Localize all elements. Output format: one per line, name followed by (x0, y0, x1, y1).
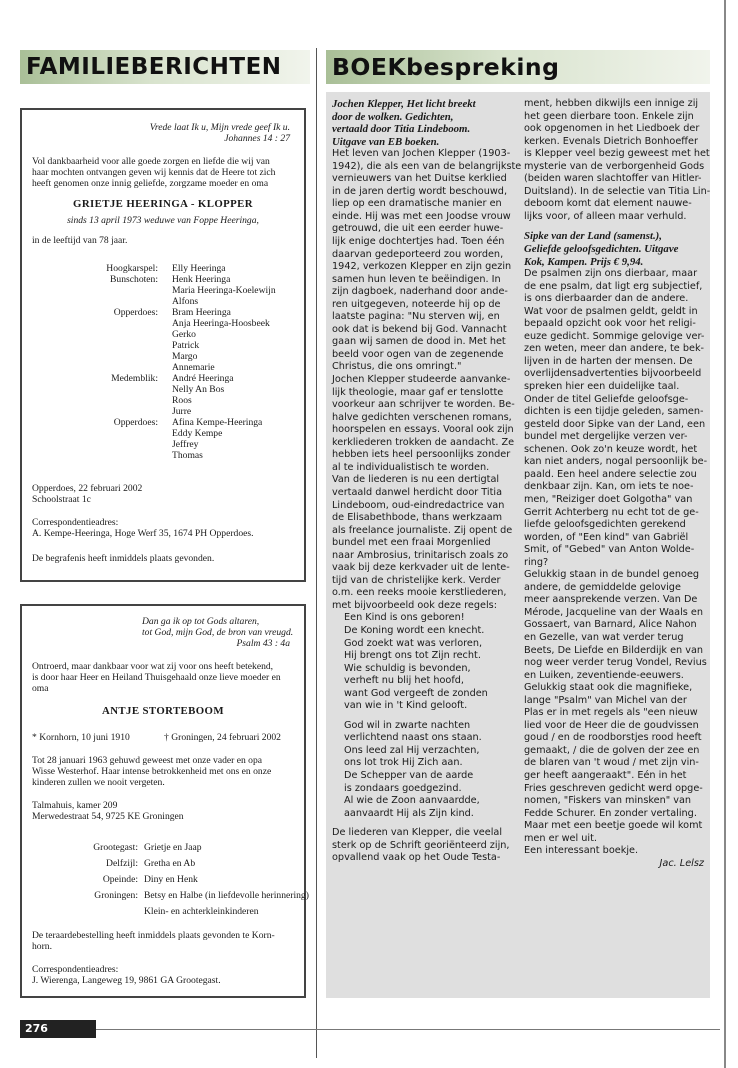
family-name: Diny en Henk (144, 874, 198, 885)
paragraph-gap (524, 223, 704, 230)
review-text-line: voorkeur aan schrijver te worden. Be- (332, 399, 515, 411)
family-place: Grootegast: (93, 842, 138, 853)
review-signature: Jac. Lelsz (659, 857, 704, 869)
family-name: Annemarie (172, 362, 215, 373)
section-title-right: BOEKbespreking (332, 53, 560, 81)
review-text-line: tijd van de christelijke kerk. Verder (332, 574, 501, 586)
intro-line: Vol dankbaarheid voor alle goede zorgen en liefde die wij van (32, 156, 270, 167)
date-place: Opperdoes, 22 februari 2002 (32, 483, 143, 494)
intro-line: Ontroerd, maar dankbaar voor wat zij voor ons heeft betekend, (32, 661, 274, 672)
family-name: Bram Heeringa (172, 307, 231, 318)
review-text-line: Een interessant boekje. (524, 845, 639, 857)
review-heading-line: Kok, Kampen. Prijs € 9,94. (524, 255, 644, 268)
review-text-line: ook dat is bekend bij God. Vannacht (332, 323, 507, 335)
correspondence-label: Correspondentieadres: (32, 517, 119, 528)
family-place: Opperdoes: (113, 307, 158, 318)
verse-line: Vrede laat Ik u, Mijn vrede geef Ik u. (149, 122, 290, 133)
review-text-line: 1942), die als een van de belangrijkste (332, 160, 522, 172)
correspondence-address: A. Kempe-Heeringa, Hoge Werf 35, 1674 PH Opperdoes. (32, 528, 254, 539)
poem-line: Hij brengt ons tot Zijn recht. (344, 650, 481, 662)
review-text-line: paald. Een heel andere selectie zou (524, 468, 697, 480)
paragraph-gap (332, 713, 522, 720)
review-column-1 (332, 98, 522, 865)
footer-rule (20, 1029, 720, 1030)
poem-line: van wie in 't Kind gelooft. (344, 700, 468, 712)
family-name: Patrick (172, 340, 200, 351)
review-text-line: lijven in de harten der mensen. De (524, 355, 693, 367)
paragraph-gap (332, 820, 522, 827)
birth-line: * Kornhorn, 10 juni 1910 (32, 732, 130, 743)
intro-line: heeft genomen onze innig geliefde, zorgzame moeder en oma (32, 178, 269, 189)
family-name: Anja Heeringa-Hoosbeek (172, 318, 270, 329)
poem-line: Ons leed zal Hij verzachten, (344, 744, 480, 756)
review-text-line: Jochen Klepper studeerde aanvanke- (332, 374, 511, 386)
family-name: Alfons (172, 296, 199, 307)
review-text-line: ment, hebben dikwijls een innige zij (524, 98, 699, 109)
review-text-line: bundel met een fraai Morgenlied (332, 537, 491, 549)
review-text-line: ger heeft aangeraakt". Eén in het (524, 769, 687, 781)
review-text-line: worden, of "Een kind" van Gabriël (524, 531, 689, 543)
review-text-line: 1942, verkozen Klepper en zijn gezin (332, 261, 512, 273)
review-text-line: het geen dierbare toon. Enkele zijn (524, 110, 694, 122)
deceased-name: ANTJE STORTEBOOM (102, 705, 224, 717)
review-text-line: zijn dagboek, naderhand door ande- (332, 286, 508, 298)
review-text-line: Wat voor de psalmen geldt, geldt in (524, 305, 698, 317)
review-text-line: getrouwd, die uit een eerder huwe- (332, 223, 504, 235)
family-place: Opperdoes: (113, 417, 158, 428)
review-text-line: bepaald opzicht ook voor het religi- (524, 318, 696, 330)
review-text-line: (beiden waren slachtoffer van Hitler- (524, 173, 702, 185)
review-text-line: lijk enige dochtertjes had. Toen één (332, 236, 505, 248)
review-text-line: Beets, De Liefde en Bilderdijk en van (524, 644, 704, 656)
review-text-line: denkbaar zijn. Kan, om iets te noe- (524, 481, 694, 493)
age-line: in de leeftijd van 78 jaar. (32, 235, 128, 246)
review-text-line: deboom komt dat element nauwe- (524, 198, 692, 210)
column-divider (316, 48, 317, 1058)
review-text-line: gemaakt, / die de golven der zee en (524, 744, 700, 756)
review-heading-line: vertaald door Titia Lindeboom. (332, 123, 471, 136)
poem-line: is zondaars goedgezind. (344, 782, 462, 794)
family-name: Margo (172, 351, 198, 362)
deceased-name: GRIETJE HEERINGA - KLOPPER (73, 198, 253, 210)
review-text-line: Fries geschreven gedicht werd opge- (524, 782, 703, 794)
review-text-line: en Gezelle, van wat verder terug (524, 631, 684, 643)
address-line: Merwedestraat 54, 9725 KE Groningen (32, 811, 184, 822)
poem-line: aanvaardt Hij als Zijn kind. (344, 807, 474, 819)
page-number: 276 (20, 1020, 96, 1038)
family-place: Hoogkarspel: (106, 263, 158, 274)
intro-line: haar mochten ontvangen geven wij kennis dat de Heere tot zich (32, 167, 276, 178)
review-text-line: lied voor de Heer die de goudvissen (524, 719, 699, 731)
review-text-line: Gelukkig staan in de bundel genoeg (524, 569, 700, 581)
review-text-line: liefde geloofsgedichten gerekend (524, 519, 686, 531)
review-text-line: Duitsland). In de selectie van Titia Lin- (524, 185, 711, 197)
family-name: Gerko (172, 329, 196, 340)
review-text-line: Het leven van Jochen Klepper (1903- (332, 148, 511, 160)
review-text-line: hoorspelen en essays. Vooral ook zijn (332, 424, 514, 436)
review-text-line: ook opgenomen in het Liedboek der (524, 123, 700, 135)
notice-heeringa (20, 108, 306, 582)
review-text-line: dichten is een tijdje geleden, samen- (524, 406, 704, 418)
review-heading-line: Geliefde geloofsgedichten. Uitgave (524, 243, 679, 256)
review-text-line: andere, de gemiddelde gelovige (524, 581, 681, 593)
review-text-line: daarvan gedeporteerd zou worden, (332, 248, 504, 260)
review-text-line: met bijvoorbeeld ook deze regels: (332, 599, 497, 611)
family-name: Jeffrey (172, 439, 199, 450)
review-text-line: bundel met dergelijke verzen ver- (524, 431, 688, 443)
review-text-line: Gerrit Achterberg nu echt tot de ge- (524, 506, 699, 518)
poem-line: De Schepper van de aarde (344, 769, 474, 781)
poem-line: God zoekt wat was verloren, (344, 637, 483, 649)
family-place: Medemblik: (111, 373, 158, 384)
review-text-line: schenen. Ook zo'n keuze wordt, het (524, 443, 698, 455)
review-text-line: opvallend vaak op het Oude Testa- (332, 852, 501, 864)
review-text-line: en Luiken, zeventiende-eeuwers. (524, 669, 684, 681)
intro-line: is door haar Heer en Heiland Thuisgehaald onze lieve moeder en (32, 672, 281, 683)
review-text-line: meer aansprekende verzen. Van De (524, 594, 698, 606)
family-name: Maria Heeringa-Koelewijn (172, 285, 276, 296)
review-text-line: kan niet anders, nogal persoonlijk be- (524, 456, 708, 468)
verse-line: Dan ga ik op tot Gods altaren, (142, 616, 260, 627)
poem-line: Wie schuldig is bevonden, (344, 662, 471, 674)
poem-line: Al wie de Zoon aanvaardde, (344, 795, 480, 807)
funeral-note: De begrafenis heeft inmiddels plaats gevonden. (32, 553, 215, 564)
review-text-line: zen weten, meer dan andere, te bek- (524, 343, 705, 355)
verse-reference: Johannes 14 : 27 (224, 133, 290, 144)
correspondence-label: Correspondentieadres: (32, 964, 119, 975)
family-name: Elly Heeringa (172, 263, 226, 274)
review-text-line: hebben iets heel persoonlijks zonder (332, 449, 511, 461)
review-text-line: Maar met een beetje goede wil komt (524, 820, 703, 832)
family-name: Eddy Kempe (172, 428, 223, 439)
review-text-line: euze gedicht. Sommige gelovige ver- (524, 330, 705, 342)
address-line: Talmahuis, kamer 209 (32, 800, 118, 811)
section-header-boekbespreking (326, 50, 710, 84)
poem-line: verheft nu blij het hoofd, (344, 675, 464, 687)
family-name: Grietje en Jaap (144, 842, 202, 853)
family-name: André Heeringa (172, 373, 234, 384)
family-name: Nelly An Bos (172, 384, 225, 395)
review-text-line: kerkliederen trokken de aandacht. Ze (332, 436, 515, 448)
review-text-line: de ene psalm, dat ligt erg subjectief, (524, 280, 703, 292)
review-text-line: ren uitgegeven, noteerde hij op de (332, 298, 501, 310)
funeral-note: De teraardebestelling heeft inmiddels plaats gevonden te Korn- (32, 930, 275, 941)
poem-line: want God vergeeft de zonden (344, 687, 488, 699)
poem-line: verlichtend naast ons staan. (344, 732, 482, 744)
review-text-line: Mérode, Jacqueline van der Waals en (524, 606, 704, 618)
review-text-line: nog weer verder terug Vondel, Revius (524, 657, 707, 669)
verse-reference: Psalm 43 : 4a (236, 638, 290, 649)
section-title-left: FAMILIEBERICHTEN (26, 54, 282, 80)
review-text-line: Van de liederen is nu een dertigtal (332, 474, 500, 486)
review-text-line: laatste pagina: "Nu sterven wij, en (332, 311, 500, 323)
review-text-line: beeld voor ogen van de zegenende (332, 348, 504, 360)
review-text-line: De psalmen zijn ons dierbaar, maar (524, 268, 698, 280)
family-name: Thomas (172, 450, 203, 461)
marriage-line: Wisse Westerhof. Haar intense betrokkenheid met ons en onze (32, 766, 272, 777)
family-name: Roos (172, 395, 192, 406)
review-text-line: al te individualistisch te worden. (332, 461, 490, 473)
death-line: † Groningen, 24 februari 2002 (164, 732, 281, 743)
review-text-line: lijks voor, of alleen maar verhuld. (524, 210, 687, 222)
review-text-line: naar Ambrosius, trinitarisch zoals zo (332, 549, 509, 561)
book-review-panel (326, 92, 710, 998)
review-text-line: goud / en de roodborstjes rood heeft (524, 732, 702, 744)
review-text-line: kerken. Evenals Dietrich Bonhoeffer (524, 135, 698, 147)
poem-line: De Koning wordt een knecht. (344, 624, 485, 636)
marriage-line: Tot 28 januari 1963 gehuwd geweest met onze vader en opa (32, 755, 263, 766)
street-address: Schoolstraat 1c (32, 494, 91, 505)
family-name: Henk Heeringa (172, 274, 231, 285)
marriage-line: kinderen zullen we nooit vergeten. (32, 777, 165, 788)
review-text-line: is ons dierbaarder dan de andere. (524, 293, 689, 305)
page-edge (724, 0, 726, 1068)
review-text-line: als freelance journaliste. Zij opent de (332, 524, 513, 536)
family-place: Delfzijl: (106, 858, 138, 869)
notice-storteboom (20, 604, 309, 998)
review-text-line: spreken hier een duidelijke taal. (524, 381, 680, 393)
verse-line: tot God, mijn God, de bron van vreugd. (142, 627, 294, 638)
review-text-line: in de jaren dertig wordt beschouwd, (332, 185, 508, 197)
review-heading-line: Sipke van der Land (samenst.), (524, 230, 662, 243)
review-heading-line: Jochen Klepper, Het licht breekt (332, 98, 476, 110)
review-text-line: o.m. een reeks mooie kerstliederen, (332, 587, 507, 599)
review-column-2 (524, 98, 711, 870)
family-name: Gretha en Ab (144, 858, 196, 869)
grandchildren-line: Klein- en achterkleinkinderen (144, 906, 259, 917)
review-text-line: mysterie van de verborgenheid Gods (524, 160, 705, 172)
poem-line: Een Kind is ons geboren! (344, 612, 465, 624)
poem-line: ons lot trok Hij Zich aan. (344, 757, 463, 769)
intro-line: oma (32, 683, 49, 694)
review-heading-line: Uitgave van EB boeken. (332, 135, 440, 148)
review-text-line: gesteld door Sipke van der Land, een (524, 418, 706, 430)
review-text-line: vertaald danwel herdicht door Titia (332, 486, 503, 498)
family-place: Groningen: (94, 890, 138, 901)
section-header-familieberichten (20, 50, 310, 84)
review-text-line: Fedde Schurer. En zonder vertaling. (524, 807, 697, 819)
review-text-line: gaan wij samen de dood in. Met het (332, 336, 506, 348)
review-text-line: lange "Psalm" van Michel van der (524, 694, 687, 706)
review-heading-line: door de wolken. Gedichten, (332, 110, 454, 123)
review-text-line: overlijdensadvertenties bijvoorbeeld (524, 368, 702, 380)
poem-line: God wil in zwarte nachten (344, 719, 471, 731)
widow-since: sinds 13 april 1973 weduwe van Foppe Heeringa, (67, 215, 259, 226)
review-text-line: Lindeboom, oud-eindredactrice van (332, 499, 505, 511)
review-text-line: samen hun leven te beëindigen. In (332, 273, 501, 285)
family-name: Betsy en Halbe (in liefdevolle herinnering) (144, 890, 309, 901)
funeral-note: horn. (32, 941, 52, 952)
review-text-line: men, "Reiziger doet Golgotha" van (524, 493, 693, 505)
review-text-line: Christus, die ons omringt." (332, 361, 462, 373)
review-text-line: is Klepper veel bezig geweest met het (524, 148, 710, 160)
family-place: Bunschoten: (110, 274, 158, 285)
review-text-line: De liederen van Klepper, die veelal (332, 827, 503, 839)
review-text-line: Gelukkig staat ook die magnifieke, (524, 682, 693, 694)
review-text-line: de blaren van 't woud / met zijn vin- (524, 757, 699, 769)
review-text-line: sterk op de Schrift georiënteerd zijn, (332, 839, 510, 851)
review-text-line: vaak bij deze kerkvader uit de lente- (332, 562, 510, 574)
review-text-line: einde. Hij was met een Joodse vrouw (332, 210, 511, 222)
review-text-line: Plas er in met regels als "een nieuw (524, 707, 698, 719)
review-text-line: lijk theologie, maar gaf er tenslotte (332, 386, 504, 398)
family-name: Jurre (172, 406, 192, 417)
review-text-line: de Elisabethbode, thans werkzaam (332, 512, 503, 524)
review-text-line: nomen, "Fiskers van minsken" van (524, 795, 692, 807)
review-text-line: liep op een dramatische manier en (332, 198, 502, 210)
review-text-line: Gossaert, van Barnard, Alice Nahon (524, 619, 697, 631)
review-text-line: Smit, of "Gebed" van Anton Wolde- (524, 544, 695, 556)
review-text-line: halve gedichten verschenen romans, (332, 411, 512, 423)
family-name: Afina Kempe-Heeringa (172, 417, 263, 428)
family-place: Opeinde: (102, 874, 138, 885)
review-text-line: ring? (524, 556, 549, 568)
review-text-line: Onder de titel Geliefde geloofsge- (524, 393, 689, 405)
review-text-line: vernieuwers van het Duitse kerklied (332, 173, 507, 185)
review-text-line: men er wel uit. (524, 832, 598, 844)
correspondence-address: J. Wierenga, Langeweg 19, 9861 GA Grootegast. (32, 975, 221, 986)
